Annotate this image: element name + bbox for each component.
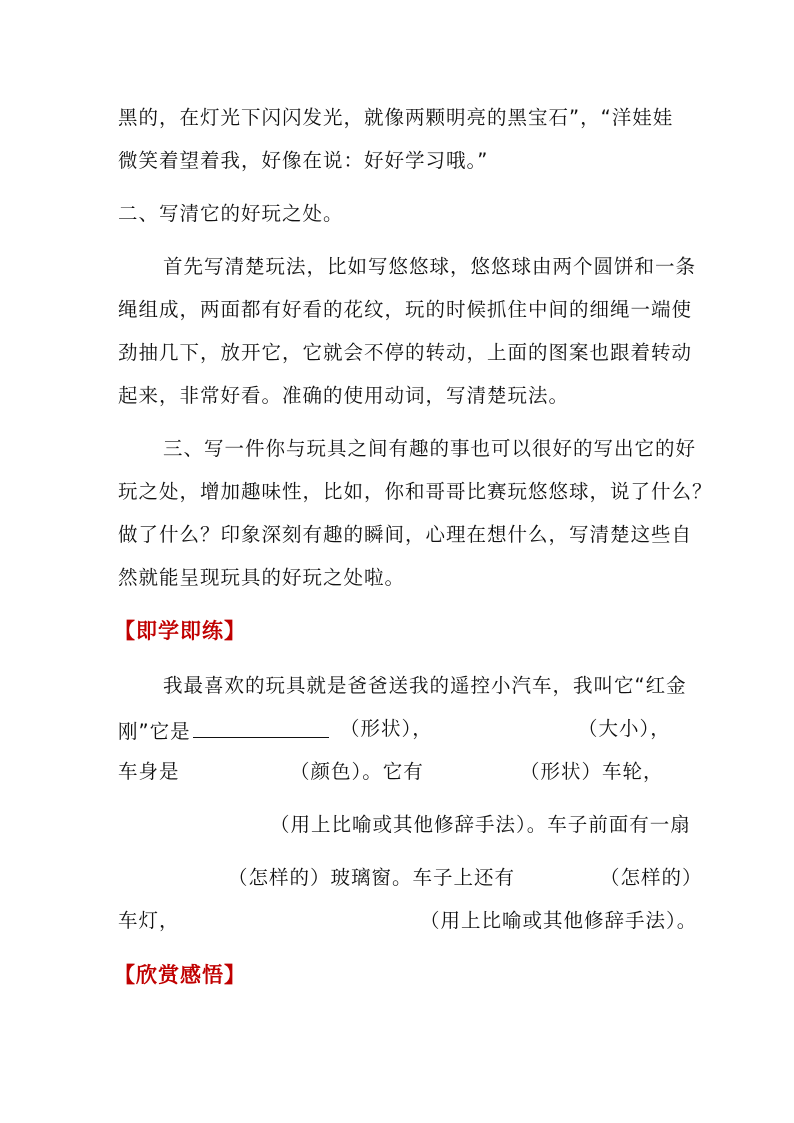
play-line-2: 绳组成，两面都有好看的花纹，玩的时候抓住中间的细绳一端使	[118, 298, 693, 321]
exercise-line-4: （用上比喻或其他修辞手法）。车子前面有一扇	[270, 813, 691, 836]
section-2-title: 二、写清它的好玩之处。	[118, 202, 344, 225]
exercise-line-2c: （大小），	[578, 717, 671, 740]
play-line-3: 劲抽几下，放开它，它就会不停的转动，上面的图案也跟着转动	[118, 341, 693, 364]
exercise-line-3a: 车身是	[118, 760, 180, 783]
heading-practice: 【即学即练】	[114, 619, 246, 643]
exercise-text: 刚”它是	[118, 720, 191, 743]
exercise-line-5a: （怎样的）玻璃窗。车子上还有	[228, 866, 516, 889]
heading-appreciation: 【欣赏感悟】	[114, 963, 246, 987]
exercise-line-3c: （形状）车轮，	[520, 760, 664, 783]
exercise-line-2a	[118, 717, 331, 744]
exercise-line-3b: （颜色）。它有	[290, 760, 424, 783]
intro-line-1: 黑的，在灯光下闪闪发光，就像两颗明亮的黑宝石”，“洋娃娃	[118, 106, 674, 129]
three-line-2: 玩之处，增加趣味性，比如，你和哥哥比赛玩悠悠球，说了什么？	[118, 480, 713, 503]
exercise-line-2b: （形状），	[340, 717, 433, 740]
three-line-4: 然就能呈现玩具的好玩之处啦。	[118, 566, 406, 589]
exercise-line-5b: （怎样的）	[600, 866, 703, 889]
play-line-4: 起来，非常好看。准确的使用动词，写清楚玩法。	[118, 384, 570, 407]
play-line-1: 首先写清楚玩法，比如写悠悠球，悠悠球由两个圆饼和一条	[163, 255, 697, 278]
three-line-3: 做了什么？印象深刻有趣的瞬间，心理在想什么，写清楚这些自	[118, 523, 693, 546]
fill-blank-shape[interactable]	[193, 717, 329, 738]
three-line-1: 三、写一件你与玩具之间有趣的事也可以很好的写出它的好	[163, 437, 697, 460]
exercise-line-1: 我最喜欢的玩具就是爸爸送我的遥控小汽车，我叫它“红金	[163, 674, 687, 697]
exercise-line-6a: 车灯，	[118, 909, 180, 932]
intro-line-2: 微笑着望着我，好像在说：好好学习哦。”	[118, 149, 489, 172]
exercise-line-6b: （用上比喻或其他修辞手法）。	[420, 909, 698, 932]
